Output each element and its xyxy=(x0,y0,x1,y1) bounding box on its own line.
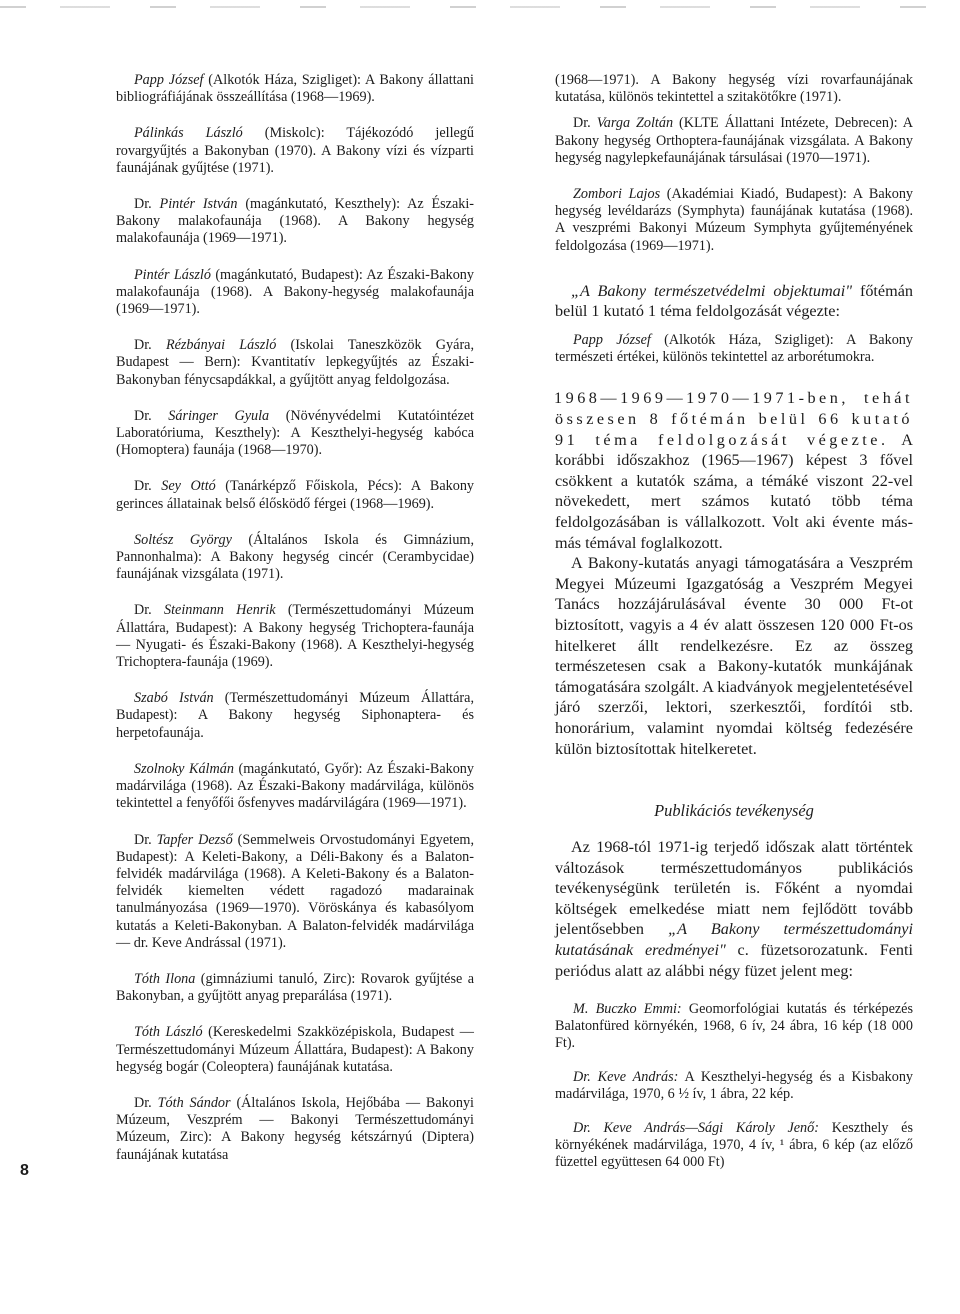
person-name: Sey Ottó xyxy=(161,478,216,495)
program-entry: Papp József (Alkotók Háza, Szigliget): A Bakony természeti értékei, különös tekintettel az arborétumokra. xyxy=(555,332,913,366)
continued-entry: (1968—1971). A Bakony hegység vízi rovarfaunájának kutatása, különös tekintettel a szitakötőkre (1971). xyxy=(555,72,913,106)
funding-paragraph: A Bakony-kutatás anyagi támogatására a Veszprém Megyei Múzeumi Igazgatóság a Veszprém Megyei Tanács hozzájárulásával évente 30 000 Ft-ot biztosított, vagyis a 4 év alatt összesen 120 000 Ft-os hitelkeret állt rendelkezésre. Ez az összeg természetesen csak a Bakony-kutatók munkájának támogatására szolgált. A kiadványok megjelentetésével járó szerzői, lektori, szerkesztői, fordítói stb. honorárium, valamint nyomdai költség fedezésére külön biztosítottak hitelkeretet. xyxy=(555,554,913,758)
publication-list xyxy=(555,1001,913,1171)
scan-artifact-line xyxy=(0,6,960,8)
list-item: Dr. Tapfer Dezső (Semmelweis Orvostudományi Egyetem, Budapest): A Keleti-Bakony, a Déli-Bakony és a Balaton-felvidék madárvilága (1968). A Keleti-Bakony és a Balaton-felvidék kiemelten védett ragadozó madarainak tanulmányozása (1969—1970). Vöröskánya és kabasólyom kutatás a Keleti-Bakonyban. A Balaton-felvidék madárvilága — dr. Keve Andrással (1971). xyxy=(116,831,474,951)
list-item: Szabó István (Természettudományi Múzeum Állattára, Budapest): A Bakony hegység Siphonaptera- és herpetofaunája. xyxy=(116,690,474,741)
program-paragraph: „A Bakony természetvédelmi objektumai" főtémán belül 1 kutató 1 téma feldolgozását végezte: xyxy=(555,281,913,321)
person-name: Varga Zoltán xyxy=(596,115,674,132)
person-name: Rézbányai László xyxy=(165,337,277,354)
page-number: 8 xyxy=(20,1162,29,1179)
list-item: Dr. Pintér István (magánkutató, Keszthely): Az Északi-Bakony malakofaunája (1968). A Bakony hegység malakofaunája (1969—1971). xyxy=(116,196,474,247)
list-item: Pintér László (magánkutató, Budapest): Az Északi-Bakony malakofaunája (1968). A Bakony-hegység malakofaunája (1969—1971). xyxy=(116,266,474,318)
person-name: Szabó István xyxy=(134,690,214,707)
list-item: Dr. Rézbányai László (Iskolai Taneszközök Gyára, Budapest — Bern): Kvantitatív lepkegyűjtés az Északi-Bakonyban fénycsapdákkal, a gyűjtött anyag feldolgozása. xyxy=(116,337,475,388)
list-item: Tóth László (Kereskedelmi Szakközépiskola, Budapest — Természettudományi Múzeum Állattára, Budapest): A Bakony hegység bogár (Coleoptera) faunájának kutatása. xyxy=(116,1024,474,1075)
person-name: Szolnoky Kálmán xyxy=(134,760,234,777)
list-item: Dr. Varga Zoltán (KLTE Állattani Intézete, Debrecen): A Bakony hegység Orthoptera-faunájának vizsgálata. A Bakony hegység nagylepkefaunájának társulásai (1970—1971). xyxy=(555,115,913,166)
summary-paragraph: 1968—1969—1970—1971-ben, tehát összesen 8 főtémán belül 66 kutató 91 téma feldolgozását végezte. A korábbi időszakhoz (1965—1967) képest 3 fővel csökkent a kutatók száma, a témáké viszont 22-vel növekedett, mert számos kutató több téma feldolgozásában is vállalkozott. Volt aki évente más-más témával foglalkozott. xyxy=(554,389,913,552)
publication-item: Dr. Keve András: A Keszthelyi-hegység és a Kisbakony madárvilága, 1970, 6 ½ ív, 1 ábra, 22 kép. xyxy=(555,1069,914,1103)
list-item: Dr. Sáringer Gyula (Növényvédelmi Kutatóintézet Laboratóriuma, Keszthely): A Keszthelyi-hegység kabóca (Homoptera) faunája (1968—1970). xyxy=(116,407,474,459)
person-name: Pálinkás László xyxy=(134,125,243,142)
person-name: Steinmann Henrik xyxy=(164,602,276,619)
person-name: Soltész György xyxy=(134,531,232,548)
program-title: „A Bakony természetvédelmi objektumai" xyxy=(571,281,853,300)
person-name: Tapfer Dezső xyxy=(156,831,233,848)
person-name: Papp József xyxy=(134,72,204,88)
person-name: Pintér István xyxy=(159,196,238,213)
section-heading: Publikációs tevékenység xyxy=(654,801,814,821)
list-item: Soltész György (Általános Iskola és Gimnázium, Pannonhalma): A Bakony hegység cincér (Cerambycidae) faunájának vizsgálata (1971). xyxy=(116,531,474,583)
publication-item: M. Buczko Emmi: Geomorfológiai kutatás és térképezés Balatonfüred környékén, 1968, 6 ív, 24 ábra, 16 kép (18 000 Ft). xyxy=(555,1001,913,1052)
person-name: Tóth László xyxy=(134,1024,203,1041)
list-item: Zombori Lajos (Akadémiai Kiadó, Budapest): A Bakony hegység levéldarázs (Symphyta) faunájának kutatása (1968). A veszprémi Bakonyi Múzeum Symphyta gyűjteményének feldolgozása (1969—1971). xyxy=(555,186,914,254)
person-name: Tóth Sándor xyxy=(157,1094,231,1111)
list-item: Szolnoky Kálmán (magánkutató, Győr): Az Északi-Bakony madárvilága (1968). Az Északi-Bakony madárvilága, különös tekintettel a fenyőfői ősfenyves madárvilágára (1969—1971). xyxy=(116,760,474,812)
publication-intro: Az 1968-tól 1971-ig terjedő időszak alatt történtek változások természettudományos publikációs tevékenységünk területén is. Főként a nyomdai költségek emelkedése miatt nem fejlődött tovább jelentősebben „A Bakony természettudományi kutatásának eredményei" c. füzetsorozatunk. Fenti periódus alatt az alábbi négy füzet jelent meg: xyxy=(555,838,913,980)
list-item: Dr. Steinmann Henrik (Természettudományi Múzeum Állattára, Budapest): A Bakony hegység Trichoptera-faunája — Nyugati- és Északi-Bakony (1968). A Keszthelyi-hegység Trichoptera-faunája (1969). xyxy=(116,602,475,671)
left-column xyxy=(116,72,474,1183)
publication-item: Dr. Keve András—Sági Károly Jenő: Keszthely és környékének madárvilága, 1970, 4 ív, ¹ ábra, 6 kép (az előző füzettel együttesen 64 000 Ft) xyxy=(555,1120,913,1171)
list-item: Pálinkás László (Miskolc): Tájékozódó jellegű rovargyűjtés a Bakonyban (1970). A Bakony vízi és vízparti faunájának gyűjtése (1971). xyxy=(116,125,474,176)
right-column xyxy=(555,72,913,1188)
person-name: Pintér László xyxy=(134,266,211,283)
list-item: Tóth Ilona (gimnáziumi tanuló, Zirc): Rovarok gyűjtése a Bakonyban, a gyűjtött anyag preparálása (1971). xyxy=(116,970,474,1005)
person-name: Tóth Ilona xyxy=(134,970,196,987)
list-item: Dr. Sey Ottó (Tanárképző Főiskola, Pécs): A Bakony gerinces állatainak belső élősködő férgei (1968—1969). xyxy=(116,478,475,512)
list-item: Dr. Tóth Sándor (Általános Iskola, Hejőbába — Bakonyi Múzeum, Veszprém — Bakonyi Természettudományi Múzeum, Zirc): A Bakony hegység kétszárnyú (Diptera) faunájának kutatása xyxy=(116,1094,475,1163)
person-name: Zombori Lajos xyxy=(573,186,661,203)
list-item: Papp József (Alkotók Háza, Szigliget): A Bakony állattani bibliográfiájának összeállítása (1968—1969). xyxy=(116,72,475,106)
person-name: Sáringer Gyula xyxy=(168,407,270,424)
